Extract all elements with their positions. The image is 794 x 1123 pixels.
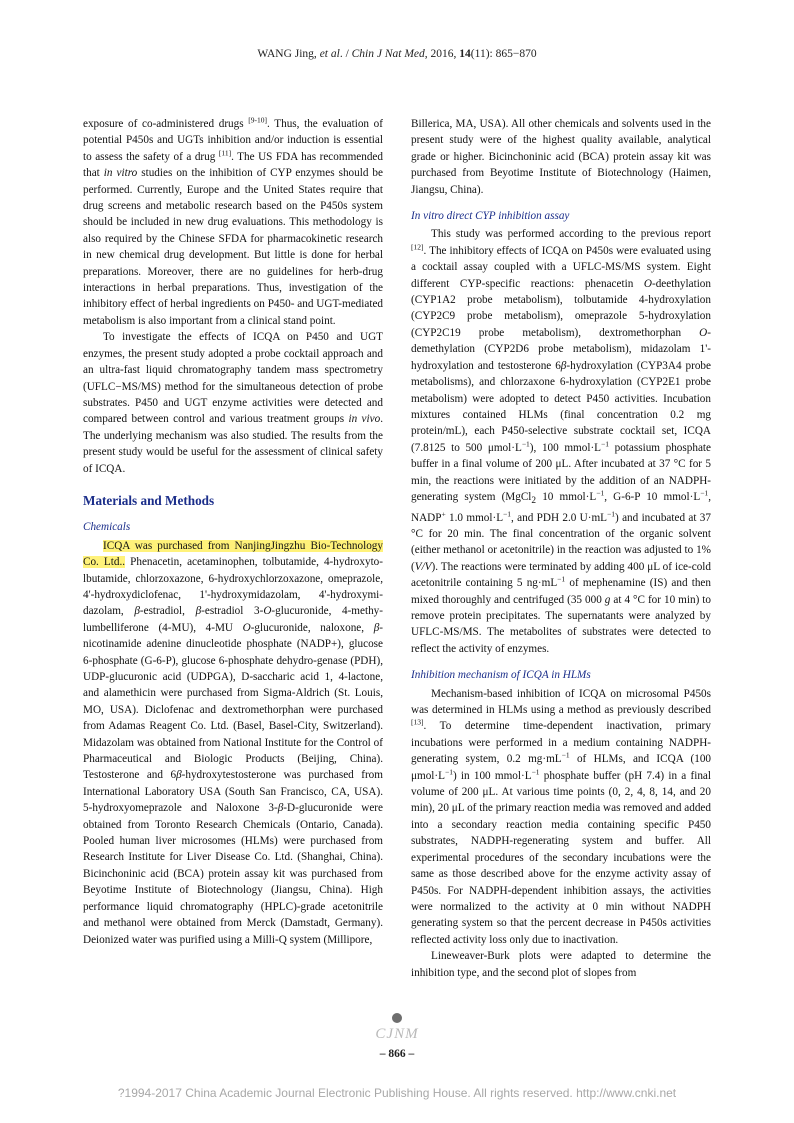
cyp-assay-paragraph: This study was performed according to the previous report [12]. The inhibitory effects of ICQA on P450s were evaluated using a cocktail assay coupled with a UFLC-MS/MS system. Eight different CYP-specific reactions: phenacetin O-deethylation (CYP1A2 probe metabolism), tolbutamide 4-hydroxylation (CYP2C9 probe metabolism), omeprazole 5-hydroxylation (CYP2C19 probe metabolism), dextromethorphan O-demethylation (CYP2D6 probe metabolism), midazolam 1'-hydroxylation and testosterone 6β-hydroxylation (CYP3A4 probe metabolisms), and chlorzaxone 6-hydroxylation (CYP2E1 probe metabolism) were adopted to detect P450 activities. Incubation mixtures contained HLMs (final concentration 0.2 mg protein/mL), each P450-selective substrate cocktail set, ICQA (7.8125 to 500 $\mu mol\cdot L^{-1}$), 100 $mmol\cdot L^{-1}$ potassium phosphate buffer in a final volume of 200 μL. After incubated at 37 °C for 5 min, the reactions were initiated by the addition of an NADPH-generating system (MgCl$_2$ 10 $mmol\cdot L^{-1}$, G-6-P 10 $mmol\cdot L^{-1}$, NADP+ 1.0 $mmol\cdot L^{-1}$, and PDH 2.0 $U\cdot mL^{-1}$) and incubated at 37 °C for 20 min. The final concentration of the organic solvent (either methanol or acetonitrile) in the reaction was adjusted to 1% (V/V). The reactions were terminated by adding 400 μL of ice-cold acetonitrile containing 5 $ng\cdot mL^{-1}$ of mephenamine (IS) and then mixed thoroughly and centrifuged (35 000 g at 4 °C for 10 min) to remove protein precipitates. The supernatants were analyzed by UFLC-MS/MS. The metabolites of substrates were detected to reflect the activity of enzymes. (411, 228, 711, 655)
highlighted-text: ICQA was purchased from NanjingJingzhu Bio-Technology Co. Ltd.. (83, 539, 383, 569)
section-title-materials-methods: Materials and Methods (83, 492, 215, 508)
header-year: , 2016, (424, 48, 460, 60)
header-sep: . / (339, 48, 352, 60)
citation: [12] (411, 242, 424, 252)
left-column (83, 116, 383, 948)
chemicals-paragraph-continued: Billerica, MA, USA). All other chemicals and solvents used in the present study were of the highest quality available, analytical grade or higher. Bicinchoninic acid (BCA) protein assay kit was purchased from Beyotime Institute of Biotechnology (Haimen, Jiangsu, China). (411, 118, 711, 196)
citation: [9-10] (248, 115, 268, 125)
header-volume: 14 (459, 48, 471, 60)
header-issue-pages: (11): 865−870 (470, 48, 537, 60)
copyright-notice: ?1994-2017 China Academic Journal Electronic Publishing House. All rights reserved. http://www.cnki.net (117, 1086, 677, 1100)
subheading-cyp-inhibition-assay: In vitro direct CYP inhibition assay (411, 210, 570, 223)
lineweaver-paragraph: Lineweaver-Burk plots were adapted to determine the inhibition type, and the second plot of slopes from (411, 950, 711, 979)
chemicals-paragraph: ICQA was purchased from NanjingJingzhu Bio-Technology Co. Ltd.. Phenacetin, acetaminophen, tolbutamide, 4-hydroxyto-lbutamide, chlorzoxazone, 6-hydroxychlorzoxazone, omeprazole, 4'-hydroxydiclofenac, 1'-hydroxymidazolam, 4'-hydroxymi-dazolam, β-estradiol, β-estradiol 3-O-glucuronide, 4-methy-lumbelliferone (4-MU), 4-MU O-glucuronide, naloxone, β-nicotinamide adenine dinucleotide phosphate (NADP+), glucose 6-phosphate (G-6-P), glucose 6-phosphate dehydro-genase (PDH), UDP-glucuronic acid (UDPGA), D-saccharic acid 1, 4-lactone, and alamethicin were purchased from Sigma-Aldrich (St. Louis, MO, USA). Diclofenac and dextromethorphan were purchased from Adamas Reagent Co. Ltd. (Basel, Basel-City, Switzerland). Midazolam was obtained from National Institute for the Control of Pharmaceutical and Biologic Products (Beijing, China). Testosterone and 6β-hydroxytestosterone was purchased from International Laboratory USA (South San Francisco, CA, USA). 5-hydroxyomeprazole and Naloxone 3-β-D-glucuronide were obtained from Toronto Research Chemicals (Ontario, Canada). Pooled human liver microsomes (HLMs) were purchased from Research Institute for Liver Disease Co. Ltd. (Shanghai, China). Bicinchoninic acid (BCA) protein assay kit was purchased from Beyotime Institute of Biotechnology (Jiangsu, China). High performance liquid chromatography (HPLC)-grade acetonitrile and methanol were obtained from Merck (Damstadt, Germany). Deionized water was purified using a Milli-Q system (Millipore, (83, 539, 384, 946)
intro-paragraph-1: exposure of co-administered drugs [9-10]. Thus, the evaluation of potential P450s and UGTs inhibition and/or induction is essential to assess the safety of a drug [11]. The US FDA has recommended that in vitro studies on the inhibition of CYP enzymes should be performed. Currently, Europe and the United States require that drug screens and metabolic research based on the P450s system should be included in new drug evaluations. This methodology is also required by the Chinese SFDA for pharmacokinetic research in new chemical drug development. But little is done for herbal preparations. Moreover, there are no guidelines for herb-drug interactions in herbal preparations. Thus, investigation of the inhibitory effect of herbal ingredients on P450- and UGT-mediated metabolism is also important from a clinical stand point. (83, 115, 383, 327)
header-authors: WANG Jing, (257, 48, 320, 60)
page-number: – 866 – (379, 1048, 415, 1060)
running-header (0, 48, 794, 60)
subheading-inhibition-mechanism: Inhibition mechanism of ICQA in HLMs (411, 669, 591, 682)
logo-text: CJNM (375, 1026, 419, 1042)
subheading-chemicals: Chemicals (83, 521, 131, 534)
citation: [13] (411, 717, 424, 727)
header-etal: et al (319, 48, 340, 60)
intro-paragraph-2: To investigate the effects of ICQA on P450 and UGT enzymes, the present study adopted a probe cocktail approach and an ultra-fast liquid chromatography tandem mass spectrometry (UFLC−MS/MS) method for the simultaneous detection of probe substrates. P450 and UGT enzyme activities were detected and compared between control and various treatment groups in vivo. The underlying mechanism was also studied. The results from the present study would be useful for the assessment of clinical safety of ICQA. (83, 331, 383, 475)
header-journal: Chin J Nat Med (351, 48, 425, 60)
citation: [11] (218, 148, 232, 158)
journal-logo (0, 1013, 794, 1043)
right-column (411, 116, 711, 981)
logo-dot-icon (392, 1013, 402, 1023)
mechanism-paragraph: Mechanism-based inhibition of ICQA on microsomal P450s was determined in HLMs using a method as previously described [13]. To determine time-dependent inactivation, primary incubations were performed in a medium containing NADPH-generating system, 0.2 $mg\cdot mL^{-1}$ of HLMs, and ICQA (100 $\mu mol\cdot L^{-1}$) in 100 $mmol\cdot L^{-1}$ phosphate buffer (pH 7.4) in a final volume of 200 μL. At various time points (0, 2, 4, 8, 14, and 20 min), 20 μL of the primary reaction media was removed and added into a secondary reaction media containing specific P450 substrates, NADPH-regenerating system and buffer. All experimental procedures of the secondary incubations were the same as those described above for the enzyme activity assay of P450s. For NADPH-dependent inhibition assays, the activities were normalized to the activity at 0 min without NADPH generating system so that the percent decrease in P450s activities reflected activity loss only due to inactivation. (411, 687, 712, 946)
